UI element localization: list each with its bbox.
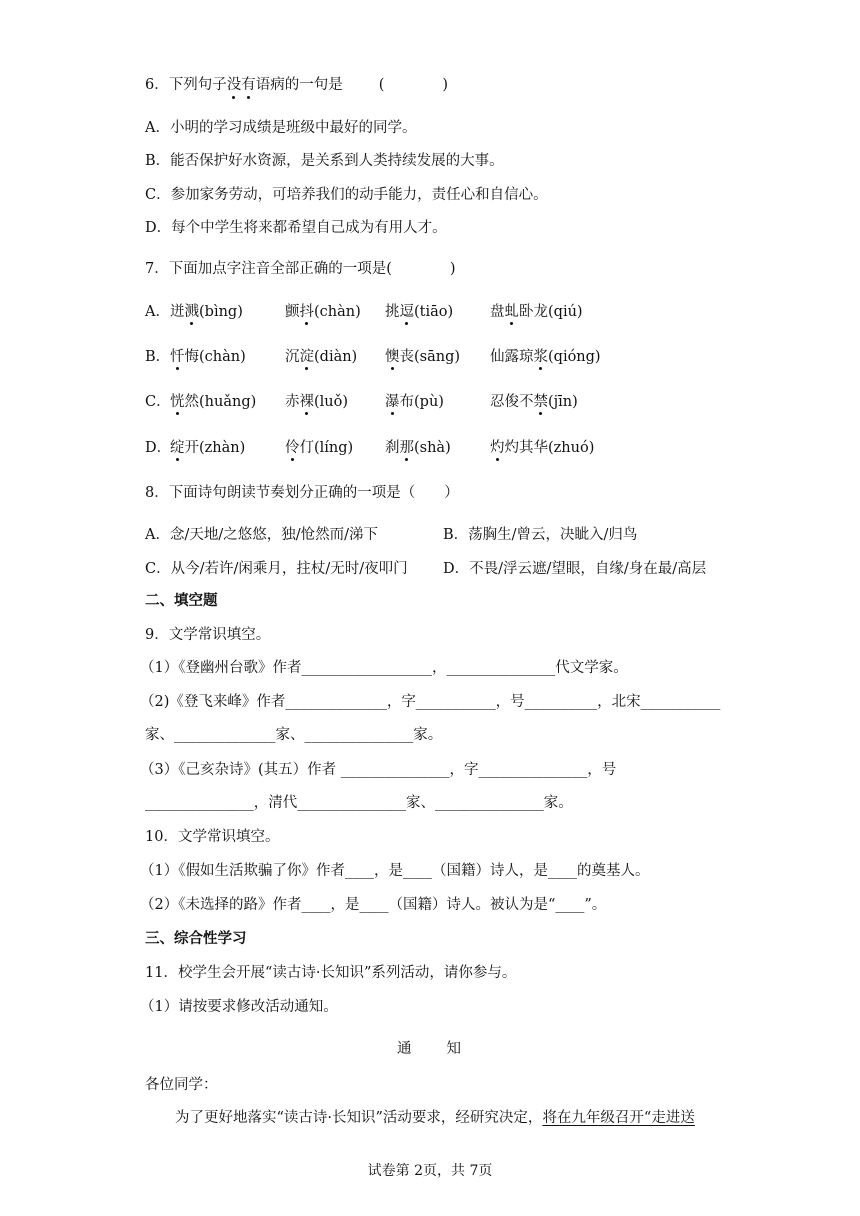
- q7-option-item: [285, 345, 357, 366]
- q6-dotted-char-2: 有: [241, 77, 256, 93]
- q9-line-2: （2)《登飞来峰》作者______________，字___________，号__________，北宋___________: [140, 694, 721, 710]
- q7-item-dotted-char: 逗: [400, 300, 415, 321]
- q7-item-suffix: 布(pù): [399, 394, 444, 410]
- q7-item-dotted-char: 瀑: [385, 390, 400, 411]
- q7-option-item: [490, 390, 578, 411]
- q11-stem: 11．校学生会开展“读古诗·长知识”系列活动，请你参与。: [145, 965, 517, 981]
- q7-option-label: A．: [145, 304, 170, 320]
- q6-option-d: D．每个中学生将来都希望自己成为有用人才。: [145, 220, 447, 236]
- q7-item-prefix: 盘: [490, 304, 505, 320]
- q7-item-prefix: 仙露琼: [490, 349, 534, 365]
- q10-stem: 10．文学常识填空。: [145, 829, 280, 845]
- page-footer: 试卷第 2页，共 7页: [367, 1163, 493, 1179]
- q8-option-d: D．不畏/浮云遮/望眼，自缘/身在最/高层: [443, 561, 707, 577]
- q7-option-item: [170, 345, 246, 366]
- q7-stem: 7．下面加点字注音全部正确的一项是( ): [145, 261, 456, 277]
- q10-line-2: （2）《未选择的路》作者____，是____（国籍）诗人。被认为是“____”。: [140, 897, 607, 913]
- q6-option-b: B．能否保护好水资源，是关系到人类持续发展的大事。: [145, 153, 504, 169]
- q7-option-label: B．: [145, 349, 171, 365]
- q8-option-c: C．从今/若许/闲乘月，拄杖/无时/夜叩门: [145, 561, 408, 577]
- q6-option-c: C．参加家务劳动，可培养我们的动手能力，责任心和自信心。: [145, 187, 548, 203]
- q9-line-4: （3）《己亥杂诗》(其五）作者 _______________，字_______________，号: [140, 762, 617, 778]
- q10-line-1: （1）《假如生活欺骗了你》作者____，是____（国籍）诗人，是____的奠基人。: [140, 863, 650, 879]
- q7-item-suffix: 仃(líng): [299, 440, 354, 456]
- notice-title: 通 知: [397, 1041, 463, 1057]
- q8-option-a: A．念/天地/之悠悠，独/怆然而/涕下: [145, 527, 379, 543]
- q7-item-prefix: 颤: [285, 304, 300, 320]
- q7-item-dotted-char: 忏: [170, 345, 185, 366]
- notice-greeting: 各位同学：: [145, 1077, 218, 1093]
- q7-option-item: [385, 436, 451, 457]
- q7-option-item: [285, 436, 353, 457]
- q7-item-dotted-char: 灼: [490, 436, 505, 457]
- q7-option-item: [385, 300, 453, 321]
- q8-stem: 8．下面诗句朗读节奏划分正确的一项是（ ）: [145, 485, 459, 501]
- q7-item-suffix: (qióng): [548, 349, 601, 365]
- q7-item-suffix: 丧(sāng): [399, 349, 461, 365]
- q7-item-suffix: (bìng): [199, 304, 243, 320]
- notice-body-text: 为了更好地落实“读古诗·长知识”活动要求，经研究决定，: [175, 1110, 543, 1126]
- q9-stem: 9．文学常识填空。: [145, 627, 271, 643]
- q6-stem-pre: 6．下列句子: [145, 77, 227, 93]
- q7-item-dotted-char: 抖: [300, 300, 315, 321]
- q7-option-item: [490, 436, 594, 457]
- section-3-heading: 三、综合性学习: [145, 930, 247, 947]
- q6-dotted-char-1: 没: [226, 77, 242, 93]
- q7-item-suffix: (shà): [414, 440, 451, 456]
- q8-option-b: B．荡胸生/曾云，决眦入/归鸟: [443, 527, 638, 543]
- q7-option-label: D．: [145, 440, 172, 456]
- q6-option-a: A．小明的学习成绩是班级中最好的同学。: [145, 120, 417, 136]
- q7-item-dotted-char: 淀: [300, 345, 315, 366]
- q7-item-dotted-char: 裸: [300, 390, 315, 411]
- q7-item-dotted-char: 浆: [534, 345, 549, 366]
- q7-item-prefix: 挑: [385, 304, 400, 320]
- q7-option-item: [385, 345, 460, 366]
- q7-option-item: [490, 345, 601, 366]
- q7-item-suffix: (luǒ): [314, 394, 349, 410]
- q11-sub-1: （1）请按要求修改活动通知。: [140, 999, 338, 1015]
- q7-item-dotted-char: 伶: [285, 436, 300, 457]
- q7-item-dotted-char: 虬: [505, 300, 520, 321]
- q7-option-item: [170, 436, 245, 457]
- q9-line-3: 家、______________家、_______________家。: [145, 727, 443, 743]
- q7-item-prefix: 忍俊不: [490, 394, 534, 410]
- section-2-heading: 二、填空题: [145, 592, 218, 609]
- q6-stem-post: 语病的一句是: [255, 77, 343, 93]
- notice-body-underlined: 将在九年级召开“走进送: [542, 1110, 695, 1126]
- q7-item-suffix: 然(huǎng): [184, 394, 257, 410]
- q7-item-suffix: (tiāo): [414, 304, 454, 320]
- q7-item-dotted-char: 恍: [170, 390, 185, 411]
- q7-item-prefix: 刹: [385, 440, 400, 456]
- q7-item-suffix: 开(zhàn): [184, 440, 246, 456]
- q7-item-dotted-char: 绽: [170, 436, 185, 457]
- q7-option-item: [385, 390, 444, 411]
- q7-option-item: [490, 300, 583, 321]
- q6-answer-paren: ( ): [378, 77, 449, 93]
- q7-option-item: [285, 390, 348, 411]
- q9-line-1: （1）《登幽州台歌》作者__________________，_______________代文学家。: [140, 660, 628, 676]
- q7-item-suffix: 卧龙(qiú): [519, 304, 583, 320]
- q7-item-prefix: 沉: [285, 349, 300, 365]
- q7-item-dotted-char: 那: [400, 436, 415, 457]
- q7-item-suffix: 悔(chàn): [184, 349, 246, 365]
- notice-body: [175, 1108, 695, 1128]
- q7-option-label: C．: [145, 394, 171, 410]
- q7-item-suffix: (jīn): [548, 394, 578, 410]
- q7-item-suffix: (diàn): [314, 349, 358, 365]
- q7-item-suffix: 灼其华(zhuó): [504, 440, 595, 456]
- q7-option-item: [170, 390, 256, 411]
- q7-option-item: [285, 300, 361, 321]
- q7-option-item: [170, 300, 243, 321]
- q6-stem: [145, 75, 448, 95]
- q7-item-prefix: 迸: [170, 304, 185, 320]
- q7-item-dotted-char: 溅: [185, 300, 200, 321]
- q7-item-prefix: 赤: [285, 394, 300, 410]
- q7-item-dotted-char: 懊: [385, 345, 400, 366]
- q9-line-5: _______________，清代_______________家、_______________家。: [145, 795, 573, 811]
- q7-item-suffix: (chàn): [314, 304, 361, 320]
- q7-item-dotted-char: 禁: [534, 390, 549, 411]
